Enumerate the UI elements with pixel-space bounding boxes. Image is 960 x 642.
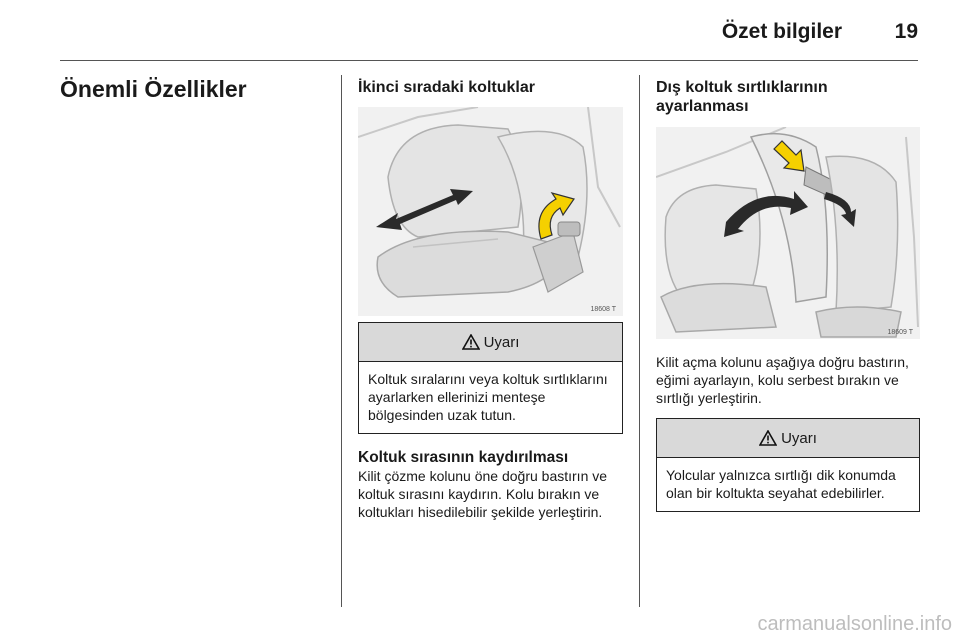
column-divider-left [341,75,342,607]
paragraph-backrest-adjust: Kilit açma kolunu aşağıya doğru bastırın, eğimi ayarlayın, kolu serbest bırakın ve sırtlığı yerleştirin. [656,354,909,406]
warning-box-upright [656,418,920,512]
column2-heading: İkinci sıradaki koltuklar [358,79,535,96]
subheading-seat-slide: Koltuk sırasının kaydırılması [358,449,569,466]
warning-triangle-icon [759,430,777,446]
warning-triangle-icon [462,334,480,350]
column-second-row-seats [358,78,623,521]
figure-code: 18608 T [590,306,616,313]
paragraph-seat-slide: Kilit çözme kolunu öne doğru bastırın ve koltuk sırasını kaydırın. Kolu bırakın ve koltukları hisedilebilir şekilde yerleştirin. [358,468,608,520]
warning-header [359,323,622,362]
warning-text: Koltuk sıralarını veya koltuk sırtlıklarını ayarlarken ellerinizi menteşe bölgesinden uzak tutun. [368,371,608,423]
second-row-seat-illustration [358,107,623,316]
column-divider-right [639,75,640,607]
page-number: 19 [894,20,918,43]
column-outer-backrest [656,78,920,512]
section-title: Önemli Özellikler [60,76,247,102]
warning-text: Yolcular yalnızca sırtlığı dik konumda olan bir koltukta seyahat edebilirler. [666,467,896,501]
figure-code: 18609 T [887,329,913,336]
page-header [0,0,960,62]
header-title: Özet bilgiler [721,20,842,43]
warning-label: Uyarı [781,429,817,447]
warning-box-hinge [358,322,623,434]
column3-heading: Dış koltuk sırtlıklarının ayarlanması [656,79,828,115]
warning-header [657,419,919,458]
seat-slide-drawing [358,107,623,316]
header-rule [60,60,918,61]
warning-label: Uyarı [483,333,520,351]
backrest-tilt-drawing [656,127,920,339]
backrest-adjust-illustration [656,127,920,339]
watermark: carmanualsonline.info [757,613,952,635]
